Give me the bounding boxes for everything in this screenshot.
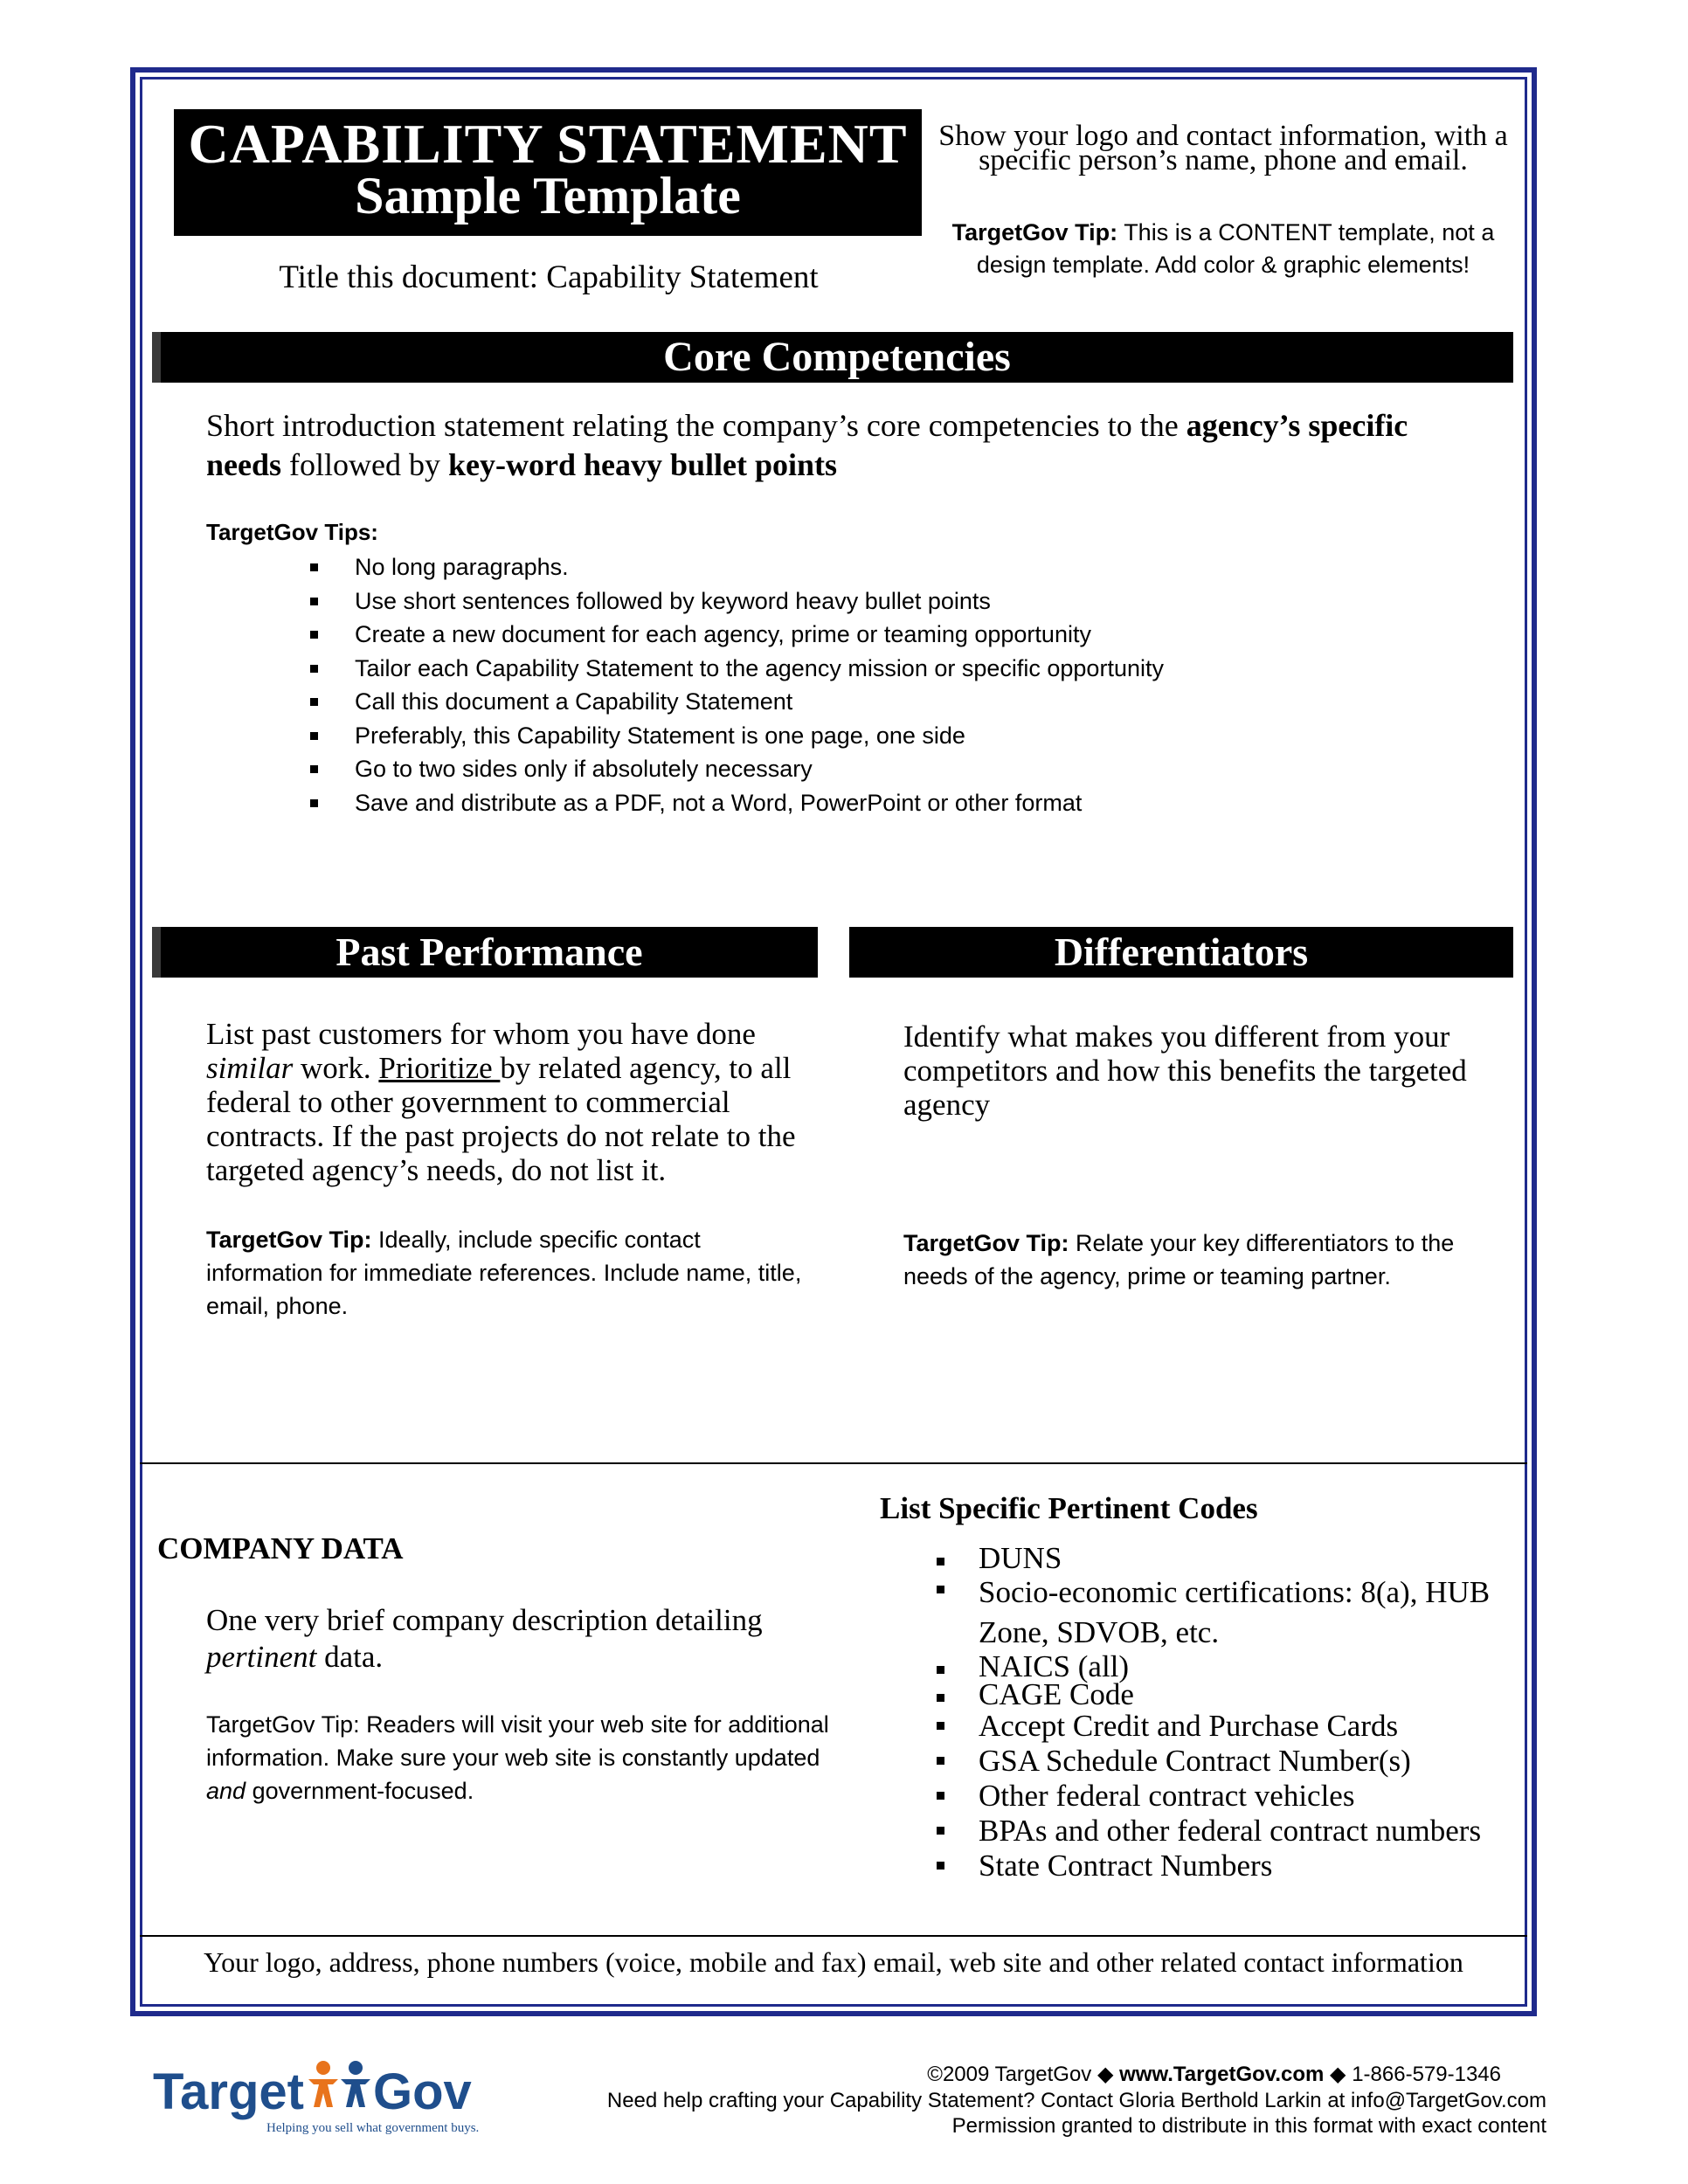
- company-tip-c: government-focused.: [246, 1778, 474, 1804]
- codes-list: [935, 1541, 1512, 1883]
- diff-tip-label: TargetGov Tip:: [903, 1230, 1069, 1256]
- company-body-c: data.: [316, 1640, 384, 1674]
- past-performance-tip: [206, 1223, 818, 1323]
- past-body-c: work.: [293, 1051, 379, 1085]
- logo-text-left: Target: [153, 2063, 304, 2120]
- list-item: [206, 550, 1342, 584]
- bullet-icon: [310, 732, 318, 740]
- bullet-icon: [310, 598, 318, 605]
- bullet-icon: [937, 1666, 944, 1674]
- list-item: [935, 1849, 1512, 1883]
- people-icon: [308, 2061, 370, 2107]
- footer-permission: Permission granted to distribute in this format with exact content: [951, 2114, 1546, 2138]
- title-line-2: Sample Template: [355, 167, 741, 225]
- past-body-d: Prioritize: [378, 1051, 501, 1085]
- document-title-note: Title this document: Capability Statement: [279, 259, 819, 295]
- logo-text-right: Gov: [373, 2063, 472, 2120]
- company-tip-b: and: [206, 1778, 246, 1804]
- list-item: [206, 786, 1342, 820]
- diff-tip-text: Relate your key differentiators to the needs of the agency, prime or teaming partner.: [903, 1230, 1455, 1289]
- list-item-text: BPAs and other federal contract numbers: [979, 1814, 1482, 1848]
- footer-contact-note: Your logo, address, phone numbers (voice, mobile and fax) email, web site and other related contact information: [204, 1946, 1463, 1978]
- past-tip-label: TargetGov Tip:: [206, 1227, 372, 1253]
- list-item-text: State Contract Numbers: [979, 1849, 1273, 1883]
- footer-credit: [542, 2062, 1501, 2087]
- header-tip: [926, 217, 1520, 281]
- bullet-icon: [937, 1722, 944, 1730]
- divider: [140, 1935, 1527, 1937]
- list-item: [935, 1779, 1512, 1814]
- divider: [140, 1462, 1527, 1464]
- core-intro-a: Short introduction statement relating the company’s core competencies to the: [206, 408, 1186, 443]
- core-tips-list: [206, 550, 1342, 819]
- list-item-text: NAICS (all): [979, 1649, 1130, 1683]
- logo-contact-note: Show your logo and contact information, with a specific person’s name, phone and email.: [938, 120, 1508, 176]
- logo-tagline: Helping you sell what government buys.: [266, 2121, 480, 2135]
- bullet-icon: [310, 698, 318, 706]
- list-item-text: CAGE Code: [979, 1677, 1134, 1711]
- list-item-text: Save and distribute as a PDF, not a Word, PowerPoint or other format: [355, 789, 1083, 816]
- list-item-text: DUNS: [979, 1541, 1062, 1575]
- company-data-heading: COMPANY DATA: [157, 1531, 404, 1565]
- bullet-icon: [937, 1586, 944, 1593]
- list-item-text: Other federal contract vehicles: [979, 1779, 1355, 1813]
- list-item: [935, 1572, 1512, 1653]
- list-item-text: Tailor each Capability Statement to the agency mission or specific opportunity: [355, 654, 1164, 681]
- bullet-icon: [937, 1862, 944, 1870]
- credit-copyright: ©2009 TargetGov: [927, 2063, 1097, 2086]
- list-item: [206, 685, 1342, 719]
- targetgov-logo: [153, 2058, 520, 2137]
- list-item: [935, 1709, 1512, 1744]
- differentiators-body: Identify what makes you different from your competitors and how this benefits the targeted agency: [903, 1019, 1467, 1122]
- title-banner: [174, 109, 922, 236]
- header-tip-text: This is a CONTENT template, not a design template. Add color & graphic elements!: [976, 219, 1495, 278]
- bullet-icon: [937, 1827, 944, 1835]
- list-item-text: Create a new document for each agency, prime or teaming opportunity: [355, 621, 1091, 647]
- bullet-icon: [310, 563, 318, 571]
- list-item-text: GSA Schedule Contract Number(s): [979, 1744, 1411, 1778]
- core-tips-heading: TargetGov Tips:: [206, 519, 378, 545]
- past-performance-heading: Past Performance: [152, 927, 818, 978]
- list-item: [206, 652, 1342, 686]
- company-data-tip: [206, 1708, 835, 1807]
- bullet-icon: [937, 1792, 944, 1800]
- list-item: [935, 1677, 1512, 1711]
- bullet-icon: [310, 799, 318, 807]
- past-tip-text: Ideally, include specific contact information for immediate references. Include name, title, email, phone.: [206, 1227, 802, 1319]
- list-item-text: Call this document a Capability Statement: [355, 688, 793, 715]
- list-item-text: Socio-economic certifications: 8(a), HUB Zone, SDVOB, etc.: [979, 1575, 1491, 1649]
- title-line-1: CAPABILITY STATEMENT: [188, 113, 908, 175]
- diamond-icon: ◆: [1097, 2063, 1114, 2086]
- list-item: [206, 752, 1342, 786]
- list-item-text: Use short sentences followed by keyword heavy bullet points: [355, 587, 991, 614]
- bullet-icon: [937, 1558, 944, 1565]
- credit-website-link[interactable]: www.TargetGov.com: [1119, 2063, 1325, 2086]
- list-item: [206, 719, 1342, 753]
- differentiators-tip: [903, 1227, 1515, 1293]
- company-data-body: [206, 1602, 835, 1676]
- footer-help: Need help crafting your Capability Statement? Contact Gloria Berthold Larkin at info@TargetGov.com: [606, 2089, 1546, 2112]
- core-competencies-heading: Core Competencies: [152, 332, 1513, 383]
- core-intro-b: agency’s specific needs: [206, 408, 1408, 482]
- core-intro: [206, 406, 1491, 485]
- bullet-icon: [310, 665, 318, 673]
- bullet-icon: [310, 765, 318, 773]
- company-tip-a: TargetGov Tip: Readers will visit your web site for additional information. Make sure your web site is constantly updated: [206, 1711, 829, 1771]
- bullet-icon: [310, 631, 318, 639]
- codes-heading: List Specific Pertinent Codes: [880, 1491, 1258, 1525]
- credit-phone: 1-866-579-1346: [1352, 2063, 1501, 2086]
- differentiators-heading: Differentiators: [849, 927, 1513, 978]
- company-body-a: One very brief company description detailing: [206, 1603, 763, 1637]
- list-item-text: Go to two sides only if absolutely necessary: [355, 756, 813, 782]
- bullet-icon: [937, 1757, 944, 1765]
- list-item-text: No long paragraphs.: [355, 554, 569, 580]
- bullet-icon: [937, 1694, 944, 1702]
- company-body-b: pertinent: [206, 1640, 317, 1674]
- list-item: [935, 1541, 1512, 1575]
- core-intro-c: followed by: [281, 447, 448, 482]
- past-body-a: List past customers for whom you have done: [206, 1017, 756, 1051]
- list-item-text: Accept Credit and Purchase Cards: [979, 1709, 1399, 1743]
- diamond-icon: ◆: [1330, 2063, 1346, 2086]
- list-item: [935, 1814, 1512, 1849]
- past-body-e: by related agency, to all federal to other government to commercial contracts. If the past projects do not relate to the targeted agency’s needs, do not list it.: [206, 1051, 796, 1187]
- list-item: [935, 1744, 1512, 1779]
- list-item: [206, 584, 1342, 619]
- core-intro-d: key-word heavy bullet points: [447, 447, 838, 482]
- past-body-b: similar: [206, 1051, 294, 1085]
- header-tip-label: TargetGov Tip:: [951, 219, 1118, 245]
- list-item-text: Preferably, this Capability Statement is one page, one side: [355, 722, 965, 749]
- list-item: [206, 618, 1342, 652]
- past-performance-body: [206, 1017, 818, 1187]
